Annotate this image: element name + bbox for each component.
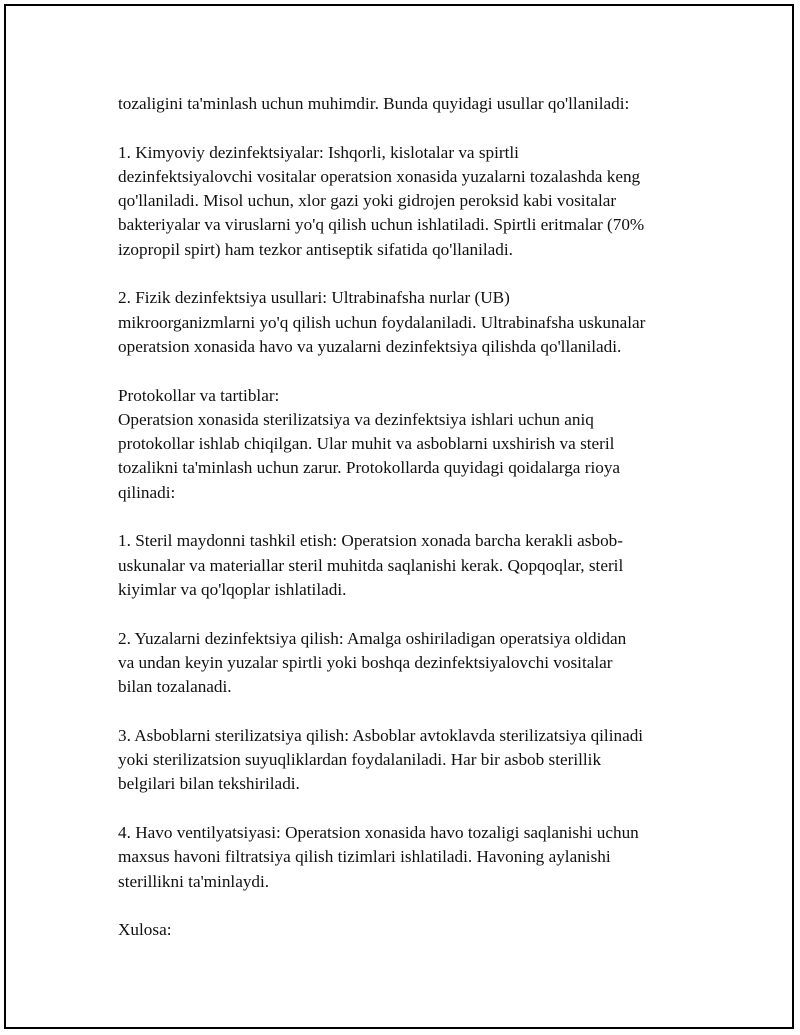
paragraph (118, 384, 690, 505)
text-line: 1. Kimyoviy dezinfektsiyalar: Ishqorli, kislotalar va spirtli (118, 142, 519, 162)
document-body (118, 92, 690, 942)
paragraph (118, 529, 690, 602)
text-line: belgilari bilan tekshiriladi. (118, 774, 300, 794)
text-line: operatsion xonasida havo va yuzalarni dezinfektsiya qilishda qo'llaniladi. (118, 336, 622, 356)
text-line: 1. Steril maydonni tashkil etish: Operatsion xonada barcha kerakli asbob- (118, 531, 623, 551)
text-line: maxsus havoni filtratsiya qilish tizimlari ishlatiladi. Havoning aylanishi (118, 847, 611, 867)
text-line: mikroorganizmlarni yo'q qilish uchun foydalaniladi. Ultrabinafsha uskunalar (118, 312, 646, 332)
text-line: uskunalar va materiallar steril muhitda saqlanishi kerak. Qopqoqlar, steril (118, 555, 624, 575)
text-line: bakteriyalar va viruslarni yo'q qilish uchun ishlatiladi. Spirtli eritmalar (70% (118, 215, 645, 235)
text-line: 2. Fizik dezinfektsiya usullari: Ultrabinafsha nurlar (UB) (118, 288, 510, 308)
paragraph (118, 821, 690, 894)
text-line: Xulosa: (118, 920, 172, 940)
text-line: Operatsion xonasida sterilizatsiya va dezinfektsiya ishlari uchun aniq (118, 409, 594, 429)
text-line: va undan keyin yuzalar spirtli yoki boshqa dezinfektsiyalovchi vositalar (118, 652, 613, 672)
text-line: qilinadi: (118, 482, 176, 502)
text-line: kiyimlar va qo'lqoplar ishlatiladi. (118, 579, 347, 599)
paragraph (118, 627, 690, 700)
text-line: tozaligini ta'minlash uchun muhimdir. Bunda quyidagi usullar qo'llaniladi: (118, 94, 630, 113)
text-line: Protokollar va tartiblar: (118, 385, 280, 405)
text-line: 4. Havo ventilyatsiyasi: Operatsion xonasida havo tozaligi saqlanishi uchun (118, 822, 639, 842)
text-line: 3. Asboblarni sterilizatsiya qilish: Asboblar avtoklavda sterilizatsiya qilinadi (118, 725, 644, 745)
paragraph (118, 286, 690, 359)
text-line: tozalikni ta'minlash uchun zarur. Protokollarda quyidagi qoidalarga rioya (118, 458, 621, 478)
paragraph (118, 92, 690, 116)
text-line: sterillikni ta'minlaydi. (118, 871, 270, 891)
paragraph (118, 141, 690, 262)
text-line: protokollar ishlab chiqilgan. Ular muhit va asboblarni uxshirish va steril (118, 434, 615, 454)
text-line: izopropil spirt) ham tezkor antiseptik sifatida qo'llaniladi. (118, 239, 513, 259)
text-line: dezinfektsiyalovchi vositalar operatsion xonasida yuzalarni tozalashda keng (118, 166, 641, 186)
paragraph (118, 724, 690, 797)
text-line: qo'llaniladi. Misol uchun, xlor gazi yoki gidrojen peroksid kabi vositalar (118, 191, 617, 211)
text-line: 2. Yuzalarni dezinfektsiya qilish: Amalga oshiriladigan operatsiya oldidan (118, 628, 627, 648)
text-line: bilan tozalanadi. (118, 677, 232, 697)
paragraph (118, 918, 690, 942)
text-line: yoki sterilizatsion suyuqliklardan foydalaniladi. Har bir asbob sterillik (118, 750, 602, 770)
